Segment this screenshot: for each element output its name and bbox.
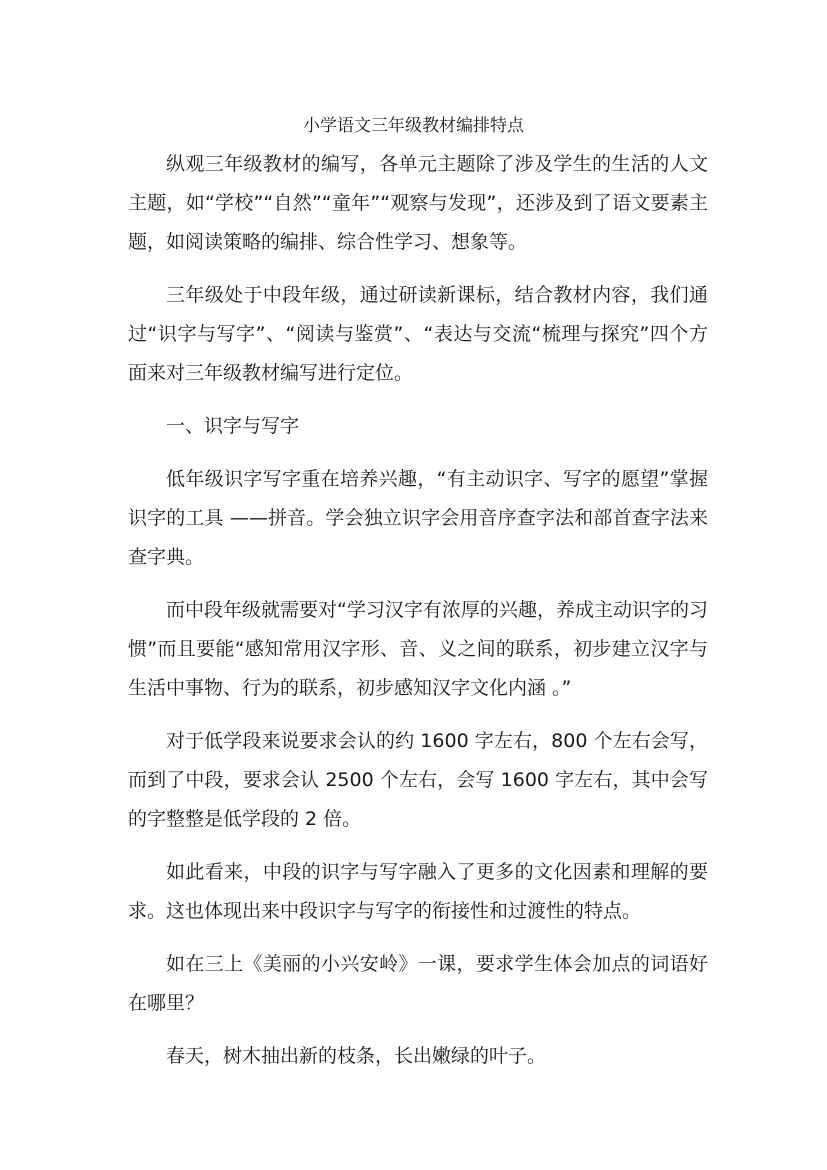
section-heading-literacy: 一、识字与写字	[166, 415, 300, 437]
document-body	[128, 145, 708, 1090]
paragraph-lower-grade: 低年级识字写字重在培养兴趣，“有主动识字、写字的愿望”掌握识字的工具 ——拼音。学会独立识字会用音序查字法和部首查字法来查字典。	[128, 468, 708, 568]
paragraph-middle-grade: 而中段年级就需要对“学习汉字有浓厚的兴趣，养成主动识字的习惯”而且要能“感知常用汉字形、音、义之间的联系，初步建立汉字与生活中事物、行为的联系，初步感知汉字文化内涵 。”	[128, 599, 708, 699]
paragraph-example-sentence: 春天，树木抽出新的枝条，长出嫩绿的叶子。	[166, 1045, 547, 1067]
paragraph-intro: 纵观三年级教材的编写，各单元主题除了涉及学生的生活的人文主题，如“学校”“自然”“童年”“观察与发现”，还涉及到了语文要素主题，如阅读策略的编排、综合性学习、想象等。	[128, 153, 708, 253]
document-title: 小学语文三年级教材编排特点	[303, 116, 524, 136]
paragraph-lesson-example: 如在三上《美丽的小兴安岭》一课，要求学生体会加点的词语好在哪里？	[128, 953, 708, 1014]
paragraph-character-counts: 对于低学段来说要求会认的约 1600 字左右，800 个左右会写，而到了中段，要求会认 2500 个左右，会写 1600 字左右，其中会写的字整整是低学段的 2 倍。	[128, 730, 708, 830]
paragraph-positioning: 三年级处于中段年级，通过研读新课标，结合教材内容，我们通过“识字与写字”、“阅读与鉴赏”、“表达与交流“梳理与探究”四个方面来对三年级教材编写进行定位。	[128, 284, 708, 384]
paragraph-conclusion: 如此看来，中段的识字与写字融入了更多的文化因素和理解的要求。这也体现出来中段识字与写字的衔接性和过渡性的特点。	[128, 861, 708, 922]
